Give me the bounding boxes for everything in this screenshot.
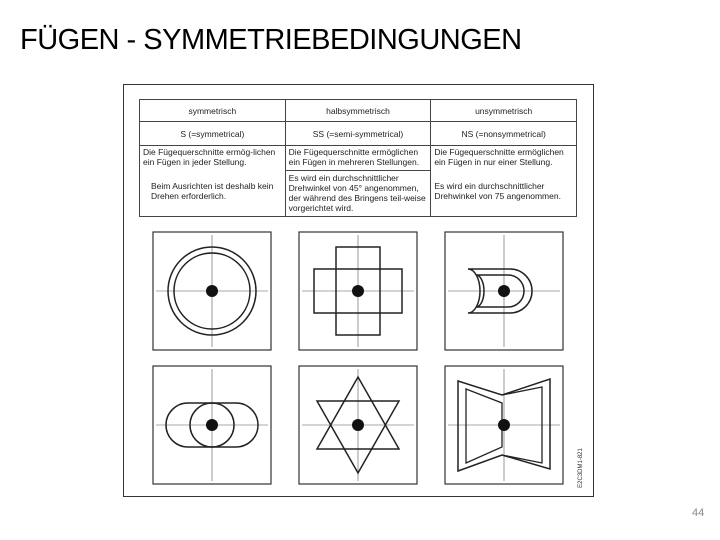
note-symmetric: Beim Ausrichten ist deshalb kein Drehen erforderlich. — [151, 181, 274, 201]
desc-semi-symmetric: Die Fügequerschnitte ermöglichen ein Fügen in mehreren Stellungen. — [288, 147, 420, 167]
note-semi-symmetric: Es wird ein durchschnittlicher Drehwinkel von 45° angenommen, der während des Bringens teil-weise vorgerichtet wird. — [288, 173, 426, 213]
diagram-nonsymmetric-trapezoid — [444, 365, 564, 485]
header-nonsymmetric: unsymmetrisch — [431, 100, 577, 122]
desc-symmetric: Die Fügequerschnitte ermög-lichen ein Fügen in jeder Stellung. — [143, 147, 276, 167]
diagram-semi-symmetric-star — [298, 365, 418, 485]
header-semi-symmetric: halbsymmetrisch — [285, 100, 431, 122]
symbol-symmetric: S (=symmetrical) — [140, 122, 286, 146]
desc-nonsymmetric-cell — [431, 146, 577, 217]
note-nonsymmetric: Es wird ein durchschnittlicher Drehwinkel von 75 angenommen. — [434, 181, 561, 201]
symmetry-table — [139, 99, 577, 217]
header-symmetric: symmetrisch — [140, 100, 286, 122]
symmetry-figure — [123, 84, 594, 497]
symbol-nonsymmetric: NS (=nonsymmetrical) — [431, 122, 577, 146]
description-row — [140, 146, 577, 217]
diagram-semi-symmetric-cross — [298, 231, 418, 351]
header-row — [140, 100, 577, 122]
diagram-nonsymmetric-d-shape — [444, 231, 564, 351]
desc-symmetric-cell — [140, 146, 286, 217]
desc-semi-symmetric-cell — [285, 146, 431, 217]
symbol-row — [140, 122, 577, 146]
slide-title: FÜGEN - SYMMETRIEBEDINGUNGEN — [20, 24, 522, 56]
diagram-symmetric-stadium — [152, 365, 272, 485]
desc-nonsymmetric: Die Fügequerschnitte ermöglichen ein Fügen in nur einer Stellung. — [434, 147, 564, 167]
diagram-symmetric-circle — [152, 231, 272, 351]
page-number: 44 — [692, 507, 705, 519]
figure-code: E2C3DM1-821 — [578, 448, 584, 488]
symbol-semi-symmetric: SS (=semi-symmetrical) — [285, 122, 431, 146]
